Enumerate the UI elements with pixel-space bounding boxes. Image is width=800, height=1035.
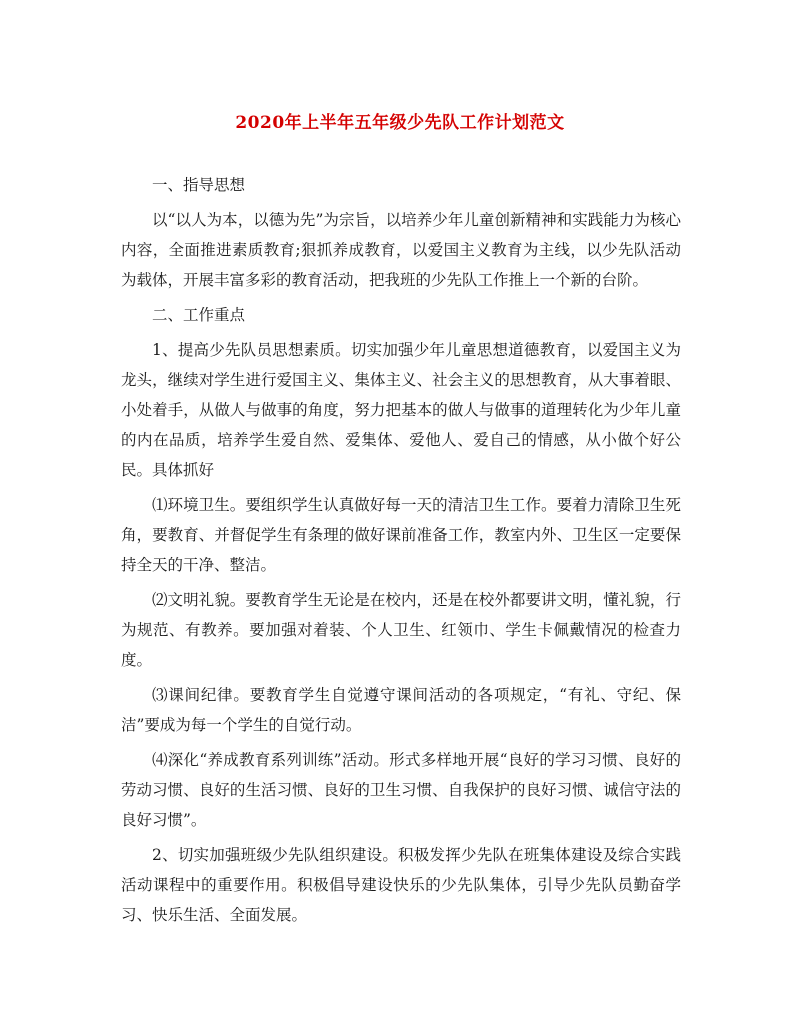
paragraph-item-habits: ⑷深化“养成教育系列训练”活动。形式多样地开展“良好的学习习惯、良好的劳动习惯、良好的生活习惯、良好的卫生习惯、自我保护的良好习惯、诚信守法的良好习惯”。 xyxy=(121,751,681,829)
document-title: 2020年上半年五年级少先队工作计划范文 xyxy=(235,113,565,133)
paragraph-item-discipline: ⑶课间纪律。要教育学生自觉遵守课间活动的各项规定，“有礼、守纪、保洁”要成为每一个学生的自觉行动。 xyxy=(121,686,681,734)
section-heading-work-focus: 二、工作重点 xyxy=(152,306,246,324)
paragraph-guiding-thought: 以“以人为本，以德为先”为宗旨，以培养少年儿童创新精神和实践能力为核心内容，全面推进素质教育;狠抓养成教育，以爱国主义教育为主线，以少先队活动为载体，开展丰富多彩的教育活动，把我班的少先队工作推上一个新的台阶。 xyxy=(121,211,681,289)
paragraph-item-courtesy: ⑵文明礼貌。要教育学生无论是在校内，还是在校外都要讲文明，懂礼貌，行为规范、有教养。要加强对着装、个人卫生、红领巾、学生卡佩戴情况的检查力度。 xyxy=(121,591,681,669)
paragraph-item-hygiene: ⑴环境卫生。要组织学生认真做好每一天的清洁卫生工作。要着力清除卫生死角，要教育、并督促学生有条理的做好课前准备工作，教室内外、卫生区一定要保持全天的干净、整洁。 xyxy=(121,496,681,574)
paragraph-focus-1: 1、提高少先队员思想素质。切实加强少年儿童思想道德教育，以爱国主义为龙头，继续对学生进行爱国主义、集体主义、社会主义的思想教育，从大事着眼、小处着手，从做人与做事的角度，努力把基本的做人与做事的道理转化为少年儿童的内在品质，培养学生爱自然、爱集体、爱他人、爱自己的情感，从小做个好公民。具体抓好 xyxy=(121,341,681,479)
paragraph-focus-2: 2、切实加强班级少先队组织建设。积极发挥少先队在班集体建设及综合实践活动课程中的重要作用。积极倡导建设快乐的少先队集体，引导少先队员勤奋学习、快乐生活、全面发展。 xyxy=(121,846,681,924)
section-heading-guiding-thought: 一、指导思想 xyxy=(152,176,246,194)
document-body xyxy=(121,170,681,935)
